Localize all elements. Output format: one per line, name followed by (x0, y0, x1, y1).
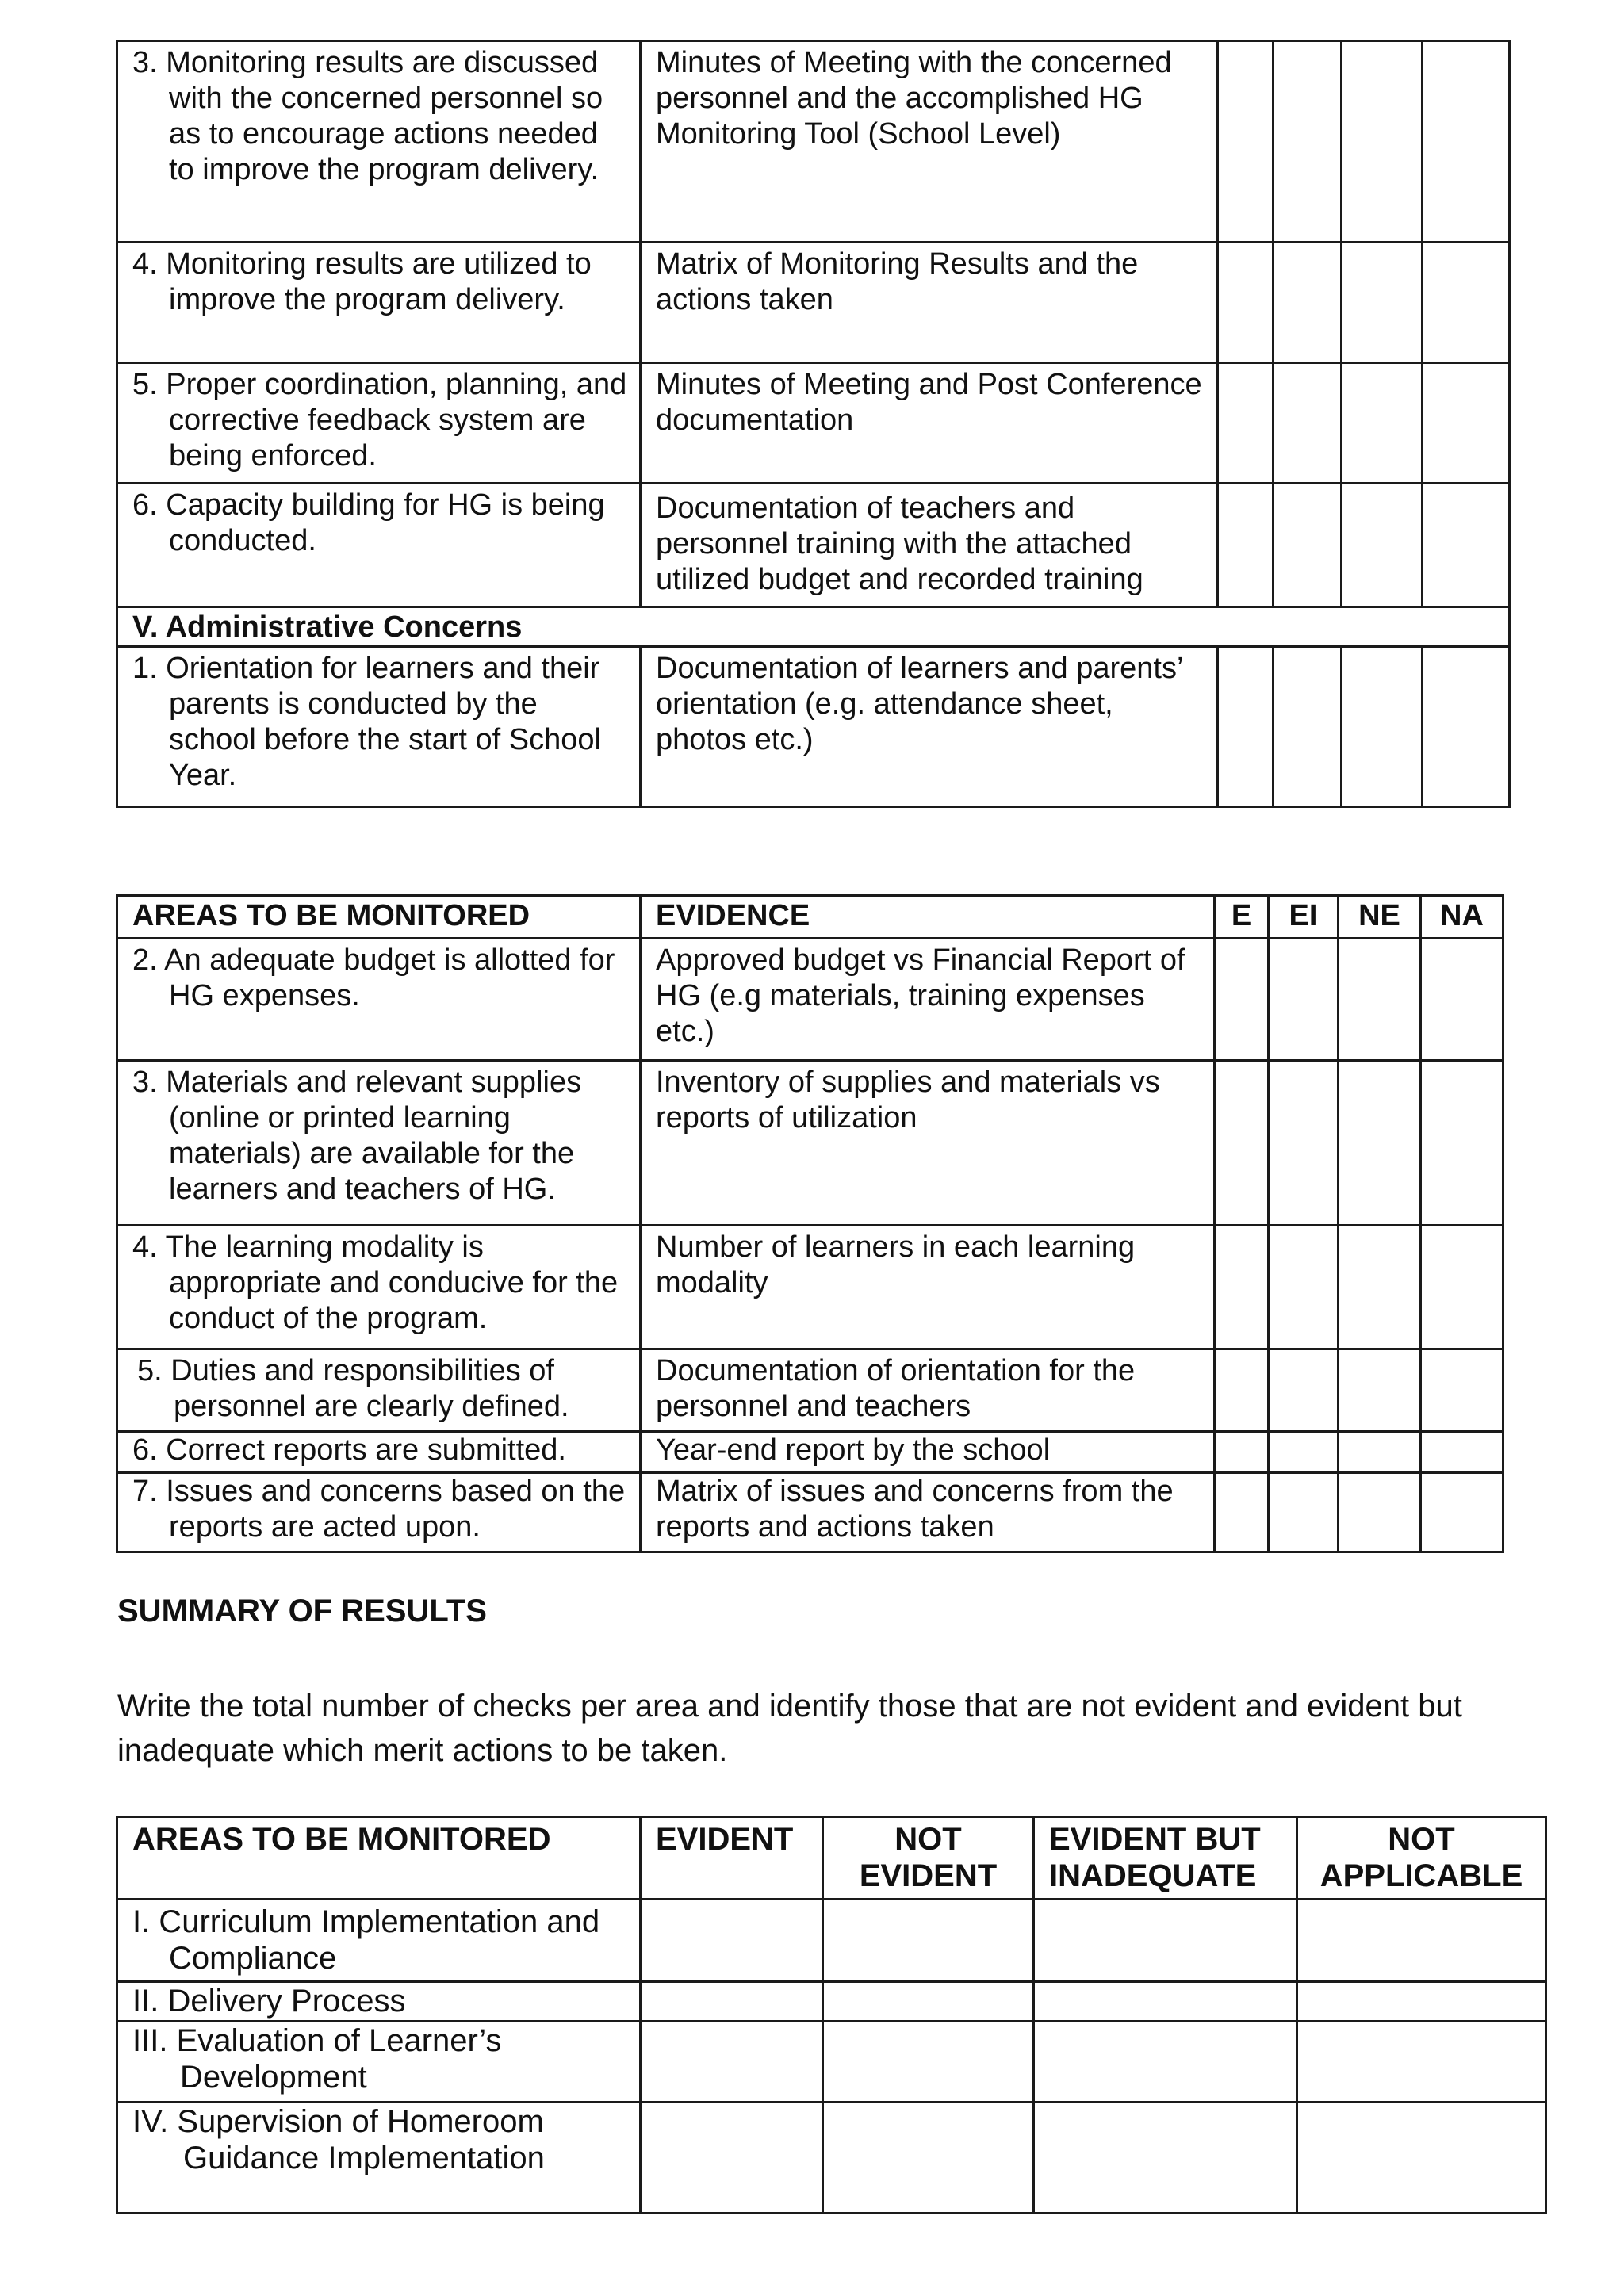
table-row (117, 939, 1503, 1061)
table-row (117, 1900, 1546, 1982)
administrative-concerns-table (116, 894, 1504, 1553)
check-box-ne[interactable] (1339, 1061, 1421, 1226)
check-box-e[interactable] (1218, 243, 1274, 363)
summary-instruction: Write the total number of checks per area and identify those that are not evident and evident but inadequate which merit actions to be taken. (117, 1689, 1462, 1768)
count-evident[interactable] (641, 1900, 823, 1982)
area-cell: 5. Proper coordination, planning, and corrective feedback system are being enforced. (117, 363, 641, 484)
header-not-applicable: NOT APPLICABLE (1297, 1817, 1546, 1900)
check-box-ei[interactable] (1274, 41, 1342, 243)
evidence-cell: Number of learners in each learning modality (641, 1226, 1215, 1349)
count-not-evident[interactable] (823, 1982, 1034, 2022)
table-row (117, 2103, 1546, 2214)
check-box-ei[interactable] (1274, 484, 1342, 607)
table-row (117, 1226, 1503, 1349)
count-inadequate[interactable] (1034, 1900, 1297, 1982)
area-cell: I. Curriculum Implementation and Compliance (117, 1900, 641, 1982)
area-cell: II. Delivery Process (117, 1982, 641, 2022)
check-box-ne[interactable] (1342, 363, 1423, 484)
count-not-evident[interactable] (823, 2103, 1034, 2214)
check-box-ei[interactable] (1269, 1226, 1339, 1349)
header-row (117, 1817, 1546, 1900)
check-box-na[interactable] (1421, 1349, 1503, 1432)
count-not-applicable[interactable] (1297, 2022, 1546, 2103)
check-box-ne[interactable] (1339, 1473, 1421, 1552)
check-box-ne[interactable] (1342, 484, 1423, 607)
check-box-ne[interactable] (1339, 1226, 1421, 1349)
area-cell: 6. Correct reports are submitted. (117, 1432, 641, 1473)
section-header-row (117, 607, 1510, 647)
table-row (117, 1982, 1546, 2022)
table-row (117, 484, 1510, 607)
count-not-applicable[interactable] (1297, 1900, 1546, 1982)
area-cell: IV. Supervision of Homeroom Guidance Implementation (117, 2103, 641, 2214)
area-cell: 7. Issues and concerns based on the reports are acted upon. (117, 1473, 641, 1552)
evidence-cell: Inventory of supplies and materials vs reports of utilization (641, 1061, 1215, 1226)
count-not-evident[interactable] (823, 2022, 1034, 2103)
check-box-ne[interactable] (1339, 1349, 1421, 1432)
check-box-e[interactable] (1215, 939, 1269, 1061)
check-box-ne[interactable] (1339, 939, 1421, 1061)
check-box-e[interactable] (1218, 484, 1274, 607)
evidence-cell: Documentation of orientation for the personnel and teachers (641, 1349, 1215, 1432)
area-cell: 2. An adequate budget is allotted for HG expenses. (117, 939, 641, 1061)
check-box-na[interactable] (1423, 647, 1510, 807)
area-cell: 3. Materials and relevant supplies (online or printed learning materials) are available for the learners and teachers of HG. (117, 1061, 641, 1226)
header-not-evident: NOT EVIDENT (823, 1817, 1034, 1900)
check-box-ne[interactable] (1342, 647, 1423, 807)
check-box-ne[interactable] (1339, 1432, 1421, 1473)
table-row (117, 243, 1510, 363)
header-e: E (1215, 896, 1269, 939)
summary-table (116, 1816, 1547, 2214)
check-box-e[interactable] (1215, 1432, 1269, 1473)
check-box-na[interactable] (1421, 1432, 1503, 1473)
count-not-applicable[interactable] (1297, 1982, 1546, 2022)
count-inadequate[interactable] (1034, 2103, 1297, 2214)
table-row (117, 1061, 1503, 1226)
table-row (117, 1473, 1503, 1552)
evidence-cell: Minutes of Meeting and Post Conference documentation (641, 363, 1218, 484)
header-evident: EVIDENT (641, 1817, 823, 1900)
area-cell: III. Evaluation of Learner’s Development (117, 2022, 641, 2103)
table-row (117, 1432, 1503, 1473)
monitoring-table-continued (116, 40, 1511, 808)
evidence-cell: Matrix of Monitoring Results and the actions taken (641, 243, 1218, 363)
count-evident[interactable] (641, 2022, 823, 2103)
check-box-na[interactable] (1421, 1061, 1503, 1226)
area-cell: 4. The learning modality is appropriate and conducive for the conduct of the program. (117, 1226, 641, 1349)
check-box-e[interactable] (1218, 647, 1274, 807)
header-evidence: EVIDENCE (641, 896, 1215, 939)
check-box-e[interactable] (1218, 363, 1274, 484)
evidence-cell: Year-end report by the school (641, 1432, 1215, 1473)
check-box-na[interactable] (1423, 484, 1510, 607)
evidence-cell: Minutes of Meeting with the concerned personnel and the accomplished HG Monitoring Tool (School Level) (641, 41, 1218, 243)
check-box-ei[interactable] (1274, 647, 1342, 807)
evidence-cell: Documentation of teachers and personnel training with the attached utilized budget and recorded training (641, 484, 1218, 607)
header-ei: EI (1269, 896, 1339, 939)
check-box-na[interactable] (1423, 243, 1510, 363)
check-box-na[interactable] (1423, 41, 1510, 243)
count-not-applicable[interactable] (1297, 2103, 1546, 2214)
check-box-ei[interactable] (1269, 1349, 1339, 1432)
table-row (117, 41, 1510, 243)
check-box-ei[interactable] (1269, 939, 1339, 1061)
check-box-ei[interactable] (1274, 363, 1342, 484)
header-ne: NE (1339, 896, 1421, 939)
count-evident[interactable] (641, 1982, 823, 2022)
check-box-ei[interactable] (1269, 1061, 1339, 1226)
check-box-e[interactable] (1215, 1349, 1269, 1432)
evidence-cell: Matrix of issues and concerns from the reports and actions taken (641, 1473, 1215, 1552)
check-box-ei[interactable] (1274, 243, 1342, 363)
header-areas: AREAS TO BE MONITORED (117, 1817, 641, 1900)
area-cell: 4. Monitoring results are utilized to improve the program delivery. (117, 243, 641, 363)
summary-title: SUMMARY OF RESULTS (117, 1594, 487, 1628)
area-cell: 5. Duties and responsibilities of personnel are clearly defined. (117, 1349, 641, 1432)
check-box-e[interactable] (1215, 1226, 1269, 1349)
check-box-e[interactable] (1218, 41, 1274, 243)
area-cell: 6. Capacity building for HG is being conducted. (117, 484, 641, 607)
table-row (117, 1349, 1503, 1432)
check-box-e[interactable] (1215, 1473, 1269, 1552)
evidence-cell: Approved budget vs Financial Report of HG (e.g materials, training expenses etc.) (641, 939, 1215, 1061)
section-title: V. Administrative Concerns (117, 607, 1510, 647)
count-inadequate[interactable] (1034, 2022, 1297, 2103)
check-box-na[interactable] (1421, 1473, 1503, 1552)
count-not-evident[interactable] (823, 1900, 1034, 1982)
table-row (117, 647, 1510, 807)
area-cell: 3. Monitoring results are discussed with the concerned personnel so as to encourage actions needed to improve the program delivery. (117, 41, 641, 243)
header-row (117, 896, 1503, 939)
count-evident[interactable] (641, 2103, 823, 2214)
check-box-na[interactable] (1423, 363, 1510, 484)
table-row (117, 2022, 1546, 2103)
check-box-na[interactable] (1421, 939, 1503, 1061)
table-row (117, 363, 1510, 484)
check-box-ei[interactable] (1269, 1473, 1339, 1552)
header-na: NA (1421, 896, 1503, 939)
check-box-ne[interactable] (1342, 41, 1423, 243)
check-box-na[interactable] (1421, 1226, 1503, 1349)
header-areas: AREAS TO BE MONITORED (117, 896, 641, 939)
check-box-ei[interactable] (1269, 1432, 1339, 1473)
evidence-cell: Documentation of learners and parents’ orientation (e.g. attendance sheet, photos etc.) (641, 647, 1218, 807)
area-cell: 1. Orientation for learners and their parents is conducted by the school before the start of School Year. (117, 647, 641, 807)
check-box-e[interactable] (1215, 1061, 1269, 1226)
check-box-ne[interactable] (1342, 243, 1423, 363)
header-evident-but-inadequate: EVIDENT BUT INADEQUATE (1034, 1817, 1297, 1900)
count-inadequate[interactable] (1034, 1982, 1297, 2022)
